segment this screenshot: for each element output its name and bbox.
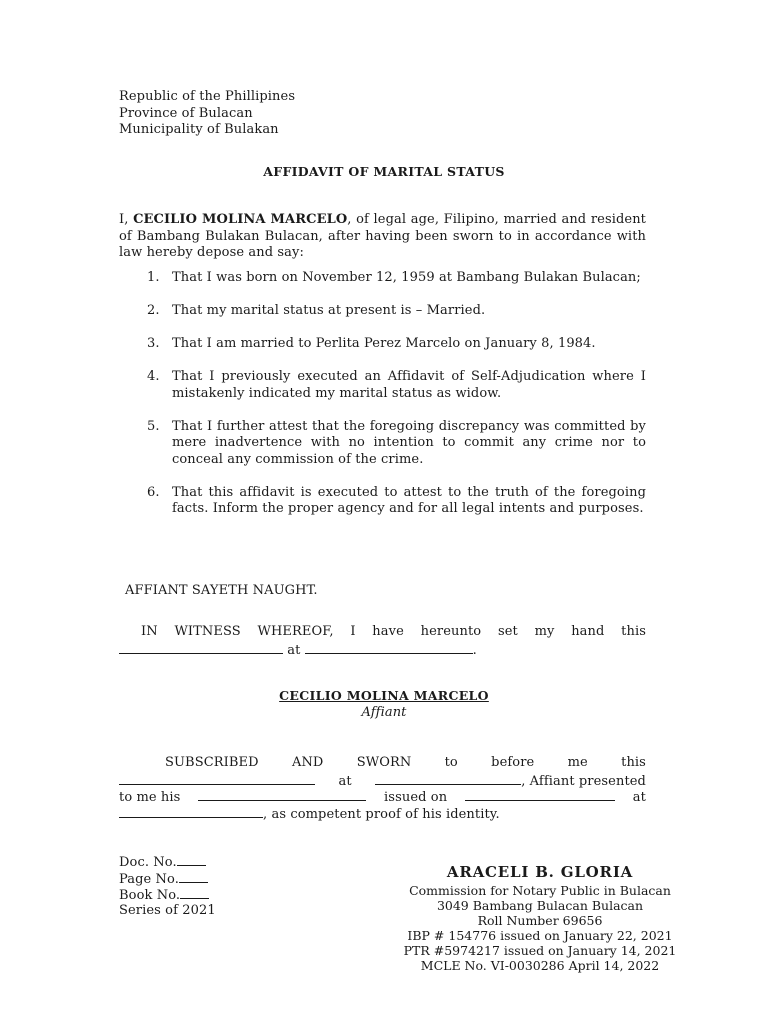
notary-address: 3049 Bambang Bulacan Bulacan [436,898,644,913]
list-item [145,369,646,402]
item-number: 6. [147,484,160,500]
witness-end: . [472,642,477,658]
item-text: That I was born on November 12, 1959 at Bambang Bulakan Bulacan; [172,270,641,285]
jurat-clause [119,755,646,821]
jurat-affiant-presented: , Affiant presented [521,773,646,789]
book-no-row [119,886,216,903]
affiant-label: Affiant [361,705,407,720]
document-title: AFFIDAVIT OF MARITAL STATUS [263,164,505,179]
notary-name: ARACELI B. GLORIA [446,863,634,881]
item-text: That this affidavit is executed to attest to the truth of the foregoing facts. Inform the proper agency and for all legal intents and purposes. [172,484,646,516]
item-number: 2. [147,303,160,318]
witness-line: IN WITNESS WHEREOF, I have hereunto set my hand this [141,624,646,639]
id-blank [198,788,366,801]
jurat-word: to [444,755,458,770]
jurat-proof: , as competent proof of his identity. [263,806,500,822]
intro-prefix: I, [119,212,134,227]
date-blank [119,641,283,654]
list-item [145,303,646,320]
book-no-label: Book No. [119,888,181,903]
jurat-word: SUBSCRIBED [165,755,259,770]
averments-list [145,270,646,518]
document-header [119,89,295,139]
notarial-register [119,853,216,919]
jurat-issued-on: issued on [384,790,448,805]
jurat-word: before [491,755,535,770]
intro-text: , of legal age, Filipino, married and resident of Bambang Bulakan Bulacan, after having been sworn to in accordance with law hereby depose and say: [119,212,646,260]
item-text: That my marital status at present is – Married. [172,303,486,318]
doc-no-label: Doc. No. [119,855,177,870]
notary-block [340,862,740,973]
list-item [145,485,646,518]
affiant-name-inline: CECILIO MOLINA MARCELO [133,212,348,227]
jurat-line-4 [119,805,646,822]
item-number: 1. [147,270,160,285]
doc-no-row [119,853,216,870]
jurat-at-2: at [632,790,646,805]
jurat-to-me-his: to me his [119,790,181,805]
book-no-blank [180,886,209,899]
issue-date-blank [465,788,615,801]
notary-commission: Commission for Notary Public in Bulacan [409,883,671,898]
jurat-at: at [338,773,352,789]
place-blank [305,641,473,654]
jurat-word: SWORN [356,755,412,770]
affiant-sayeth: AFFIANT SAYETH NAUGHT. [125,583,318,598]
item-number: 5. [147,418,160,434]
item-text: That I previously executed an Affidavit of Self-Adjudication where I mistakenly indicated my marital status as widow. [172,369,646,401]
series-row: Series of 2021 [119,902,216,918]
notary-roll-number: Roll Number 69656 [477,913,603,928]
item-text: That I further attest that the foregoing discrepancy was committed by mere inadvertence with no intention to commit any crime nor to conceal any commission of the crime. [172,418,646,467]
witness-at: at [287,642,301,658]
item-number: 3. [147,336,160,351]
page-no-blank [179,870,208,883]
item-number: 4. [147,369,160,384]
jurat-word: AND [291,755,324,770]
place-blank [375,772,521,785]
jurat-line-2 [119,772,646,789]
header-province: Province of Bulacan [119,105,253,121]
item-text: That I am married to Perlita Perez Marcelo on January 8, 1984. [172,336,596,351]
jurat-word: me [567,755,588,770]
page-no-label: Page No. [119,871,179,887]
affiant-signature-name: CECILIO MOLINA MARCELO [279,688,489,703]
date-blank [119,772,315,785]
list-item [145,419,646,469]
doc-no-blank [177,853,206,866]
witness-blanks [119,641,646,660]
intro-paragraph [119,212,646,262]
witness-clause [119,624,646,659]
header-republic: Republic of the Phillipines [119,89,296,104]
list-item [145,270,646,287]
jurat-word: this [621,755,646,770]
notary-ibp: IBP # 154776 issued on January 22, 2021 [407,928,673,943]
jurat-line-1 [119,755,646,772]
issue-place-blank [119,805,263,818]
notary-ptr: PTR #5974217 issued on January 14, 2021 [403,943,677,958]
jurat-line-3 [119,788,646,805]
list-item [145,336,646,353]
notary-mcle: MCLE No. VI-0030286 April 14, 2022 [420,958,660,973]
header-municipality: Municipality of Bulakan [119,122,279,137]
page-no-row [119,870,216,887]
